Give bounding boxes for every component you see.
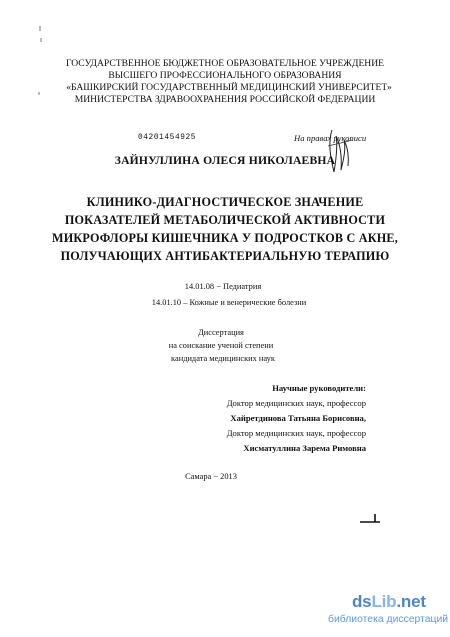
supervisor-2-degree: Доктор медицинских наук, профессор xyxy=(226,428,366,438)
degree-line-2: на соискание ученой степени xyxy=(168,341,274,350)
supervisor-1-name: Хайретдинова Татьяна Борисовна, xyxy=(230,413,366,423)
organization-line-4: МИНИСТЕРСТВА ЗДРАВООХРАНЕНИЯ РОССИЙСКОЙ ФЕДЕРАЦИИ xyxy=(74,94,376,105)
dissertation-title-line-2: ПОКАЗАТЕЛЕЙ МЕТАБОЛИЧЕСКОЙ АКТИВНОСТИ xyxy=(64,213,386,227)
organization-line-1: ГОСУДАРСТВЕННОЕ БЮДЖЕТНОЕ ОБРАЗОВАТЕЛЬНОЕ УЧРЕЖДЕНИЕ xyxy=(65,58,385,69)
handwritten-signature xyxy=(324,126,354,178)
author-name: ЗАЙНУЛЛИНА ОЛЕСЯ НИКОЛАЕВНА xyxy=(114,154,336,167)
dissertation-title-line-1: КЛИНИКО-ДИАГНОСТИЧЕСКОЕ ЗНАЧЕНИЕ xyxy=(86,195,364,209)
organization-line-2: ВЫСШЕГО ПРОФЕССИОНАЛЬНОГО ОБРАЗОВАНИЯ xyxy=(108,70,342,81)
dslib-logo xyxy=(352,592,426,612)
dslib-watermark xyxy=(328,592,449,632)
specialty-dermatology: 14.01.10 – Кожные и венерические болезни xyxy=(151,298,307,307)
corner-binding-mark xyxy=(358,512,382,526)
manuscript-note: На правах рукописи xyxy=(294,133,367,143)
logo-ds: ds xyxy=(352,592,372,611)
specialty-pediatrics: 14.01.08 − Педиатрия xyxy=(184,282,262,291)
registration-code: 04201454925 xyxy=(138,134,197,142)
supervisor-2-name: Хисматуллина Зарема Римовна xyxy=(243,443,366,453)
degree-line-1: Диссертация xyxy=(198,328,244,337)
degree-line-3: кандидата медицинских наук xyxy=(171,354,275,363)
dissertation-title-line-3: МИКРОФЛОРЫ КИШЕЧНИКА У ПОДРОСТКОВ С АКНЕ, xyxy=(51,231,398,245)
supervisor-1-degree: Доктор медицинских наук, профессор xyxy=(226,398,366,408)
supervisors-heading: Научные руководители: xyxy=(272,383,366,393)
dissertation-title-line-4: ПОЛУЧАЮЩИХ АНТИБАКТЕРИАЛЬНУЮ ТЕРАПИЮ xyxy=(60,249,390,263)
logo-lib: Lib xyxy=(371,592,397,611)
logo-net: .net xyxy=(396,592,426,611)
city-year: Самара − 2013 xyxy=(185,472,237,481)
organization-line-3: «БАШКИРСКИЙ ГОСУДАРСТВЕННЫЙ МЕДИЦИНСКИЙ УНИВЕРСИТЕТ» xyxy=(66,82,392,93)
watermark-caption: библиотека диссертаций xyxy=(328,614,449,625)
